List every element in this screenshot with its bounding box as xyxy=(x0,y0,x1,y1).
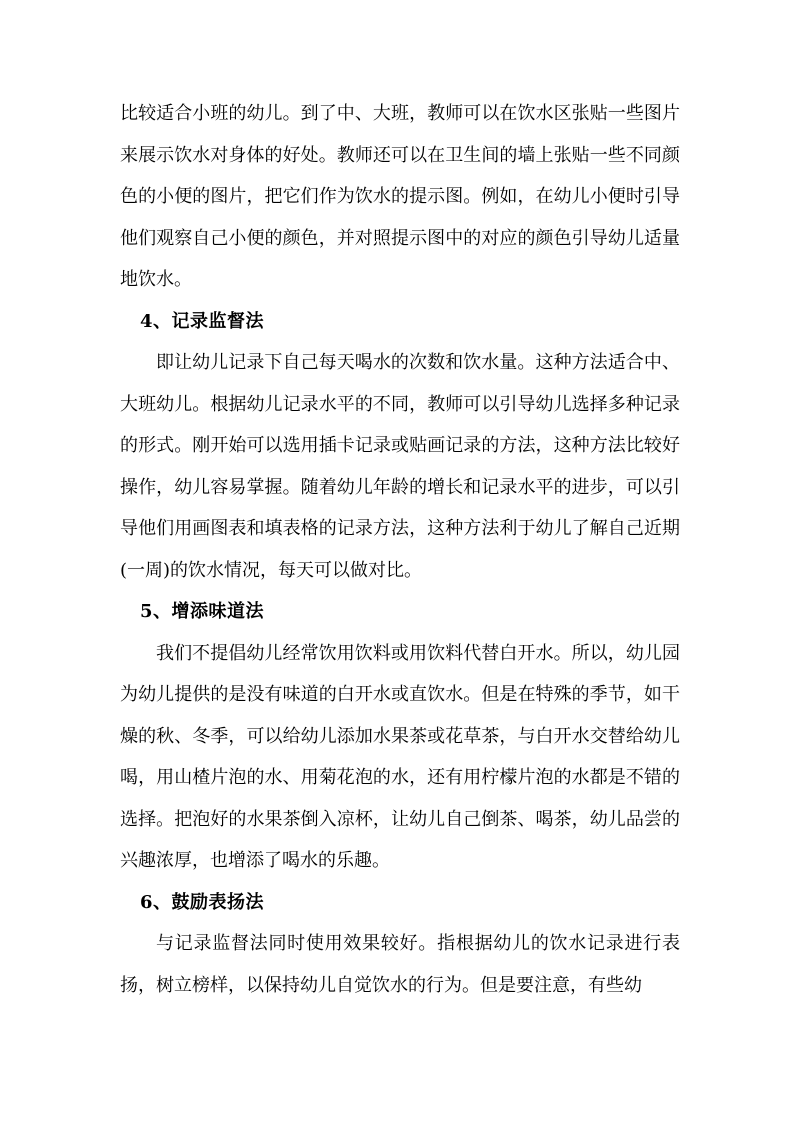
paragraph-encourage-praise: 与记录监督法同时使用效果较好。指根据幼儿的饮水记录进行表扬，树立榜样，以保持幼儿自觉饮水的行为。但是要注意，有些幼 xyxy=(120,933,680,996)
paragraph-intro: 比较适合小班的幼儿。到了中、大班，教师可以在饮水区张贴一些图片来展示饮水对身体的好处。教师还可以在卫生间的墙上张贴一些不同颜色的小便的图片，把它们作为饮水的提示图。例如，在幼儿小便时引导他们观察自己小便的颜色，并对照提示图中的对应的颜色引导幼儿适量地饮水。 xyxy=(120,103,680,290)
paragraph-record-supervision: 即让幼儿记录下自己每天喝水的次数和饮水量。这种方法适合中、大班幼儿。根据幼儿记录水平的不同，教师可以引导幼儿选择多种记录的形式。刚开始可以选用插卡记录或贴画记录的方法，这种方法比较好操作，幼儿容易掌握。随着幼儿年龄的增长和记录水平的进步，可以引导他们用画图表和填表格的记录方法，这种方法利于幼儿了解自己近期(一周)的饮水情况，每天可以做对比。 xyxy=(120,352,680,581)
paragraph-add-flavor: 我们不提倡幼儿经常饮用饮料或用饮料代替白开水。所以，幼儿园为幼儿提供的是没有味道的白开水或直饮水。但是在特殊的季节，如干燥的秋、冬季，可以给幼儿添加水果茶或花草茶，与白开水交替给幼儿喝，用山楂片泡的水、用菊花泡的水，还有用柠檬片泡的水都是不错的选择。把泡好的水果茶倒入凉杯，让幼儿自己倒茶、喝茶，幼儿品尝的兴趣浓厚，也增添了喝水的乐趣。 xyxy=(120,642,680,871)
section-heading-encourage-praise: 6、鼓励表扬法 xyxy=(140,891,265,913)
section-heading-add-flavor: 5、增添味道法 xyxy=(140,601,265,622)
document-page xyxy=(120,93,680,1006)
section-heading-record-supervision: 4、记录监督法 xyxy=(140,310,265,332)
